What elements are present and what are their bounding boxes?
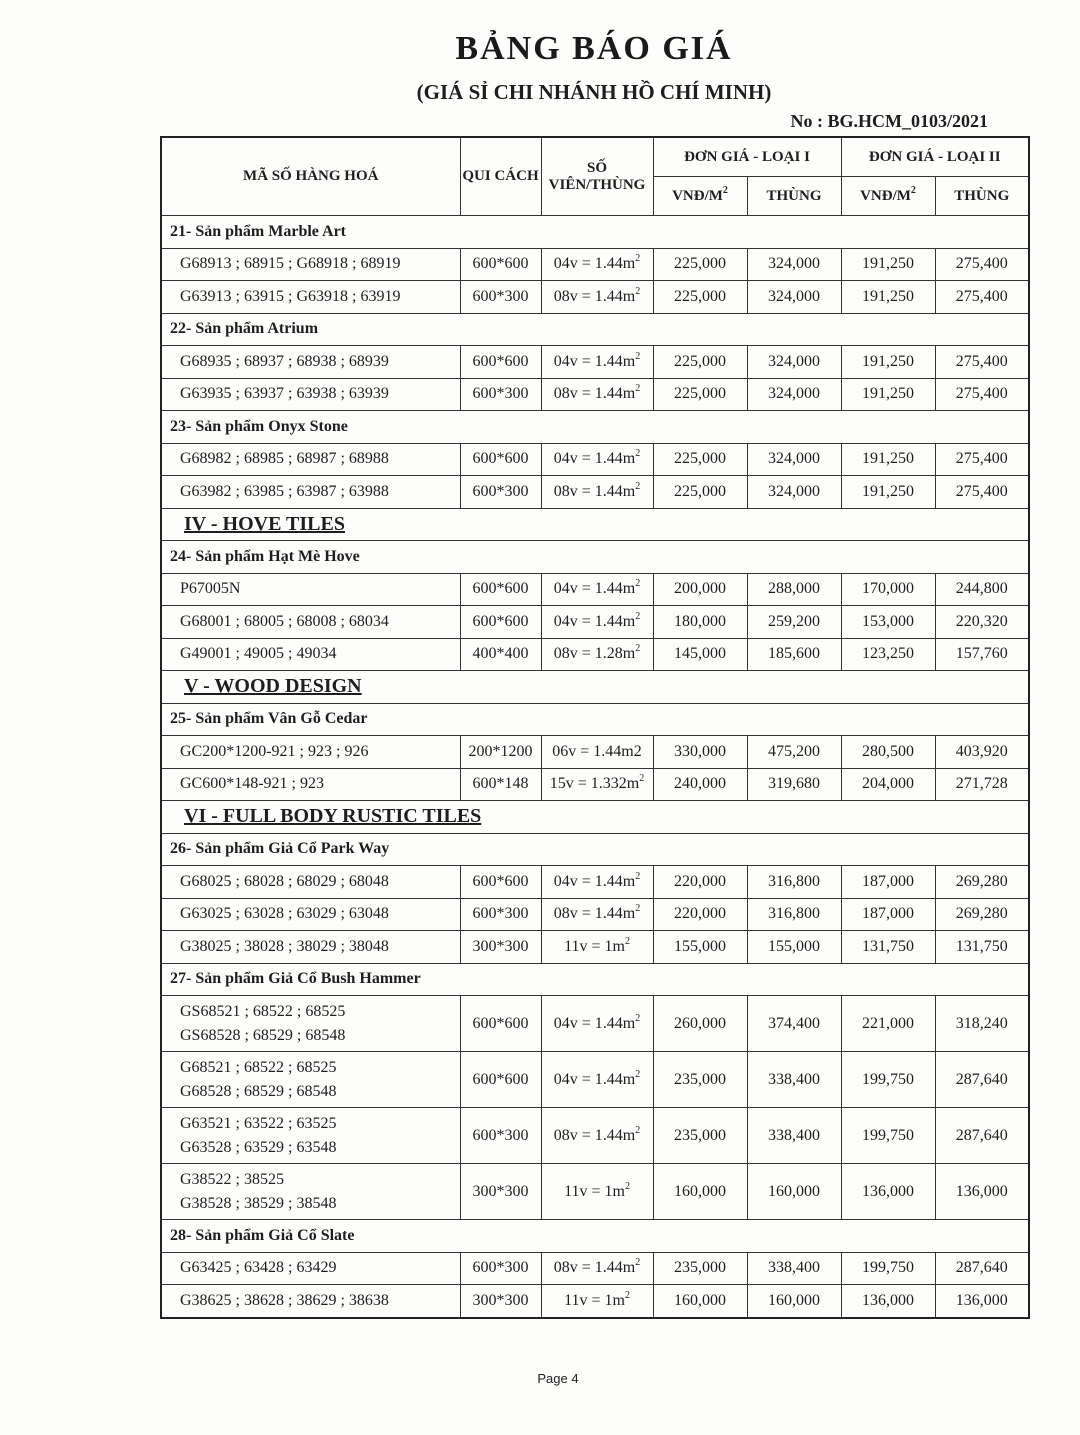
table-row	[161, 573, 1029, 606]
price-m2-1: 240,000	[653, 768, 747, 801]
price-box-2: 157,760	[935, 638, 1029, 671]
product-code: G63913 ; 63915 ; G63918 ; 63919	[161, 281, 460, 314]
product-code: G68982 ; 68985 ; 68987 ; 68988	[161, 443, 460, 476]
table-row	[161, 606, 1029, 639]
price-m2-1: 225,000	[653, 378, 747, 411]
price-m2-2: 136,000	[841, 1164, 935, 1220]
price-m2-1: 225,000	[653, 476, 747, 509]
spec-cell: 300*300	[460, 931, 541, 964]
section-heading: V - WOOD DESIGN	[161, 671, 1029, 704]
price-m2-2: 187,000	[841, 898, 935, 931]
pieces-cell: $11v = 1m^2$	[541, 1285, 653, 1318]
price-m2-1: 145,000	[653, 638, 747, 671]
price-box-1: 324,000	[747, 346, 841, 379]
price-m2-1: 225,000	[653, 281, 747, 314]
price-box-2: 275,400	[935, 346, 1029, 379]
price-m2-1: 225,000	[653, 443, 747, 476]
col-header-spec: QUI CÁCH	[460, 137, 541, 216]
pieces-cell: 06v = 1.44m2	[541, 736, 653, 769]
price-table	[160, 136, 1030, 1319]
table-row	[161, 378, 1029, 411]
price-box-1: 316,800	[747, 866, 841, 899]
category-row	[161, 411, 1029, 444]
spec-cell: 300*300	[460, 1285, 541, 1318]
table-row	[161, 768, 1029, 801]
page-number: Page 4	[537, 1371, 579, 1386]
category-label: 24- Sản phẩm Hạt Mè Hove	[161, 541, 1029, 574]
price-m2-1: 225,000	[653, 346, 747, 379]
product-code: P67005N	[161, 573, 460, 606]
price-m2-2: 191,250	[841, 346, 935, 379]
price-m2-2: 191,250	[841, 378, 935, 411]
pieces-cell: $08v = 1.44m^2$	[541, 1108, 653, 1164]
col-header-group1: ĐƠN GIÁ - LOẠI I	[653, 137, 841, 177]
price-m2-2: 280,500	[841, 736, 935, 769]
pieces-cell: $04v = 1.44m^2$	[541, 248, 653, 281]
price-m2-2: 187,000	[841, 866, 935, 899]
price-box-2: 131,750	[935, 931, 1029, 964]
price-box-2: 403,920	[935, 736, 1029, 769]
table-row	[161, 476, 1029, 509]
price-m2-1: 180,000	[653, 606, 747, 639]
pieces-cell: $04v = 1.44m^2$	[541, 996, 653, 1052]
product-code: G63025 ; 63028 ; 63029 ; 63048	[161, 898, 460, 931]
price-m2-2: 170,000	[841, 573, 935, 606]
col-header-box-2: THÙNG	[935, 177, 1029, 216]
price-box-2: 136,000	[935, 1285, 1029, 1318]
price-m2-2: 221,000	[841, 996, 935, 1052]
table-row	[161, 638, 1029, 671]
price-m2-1: 235,000	[653, 1108, 747, 1164]
product-code: G68913 ; 68915 ; G68918 ; 68919	[161, 248, 460, 281]
price-m2-1: 220,000	[653, 898, 747, 931]
pieces-cell: $04v = 1.44m^2$	[541, 606, 653, 639]
pieces-cell: $08v = 1.44m^2$	[541, 281, 653, 314]
table-row	[161, 1164, 1029, 1220]
price-box-2: 287,640	[935, 1252, 1029, 1285]
product-code: G63521 ; 63522 ; 63525 G63528 ; 63529 ; 63548	[161, 1108, 460, 1164]
price-m2-1: 235,000	[653, 1252, 747, 1285]
price-m2-1: 260,000	[653, 996, 747, 1052]
price-box-1: 338,400	[747, 1052, 841, 1108]
price-box-1: 155,000	[747, 931, 841, 964]
category-row	[161, 216, 1029, 249]
table-row	[161, 346, 1029, 379]
price-box-2: 269,280	[935, 898, 1029, 931]
header-row	[161, 137, 1029, 177]
table-row	[161, 898, 1029, 931]
col-header-group2: ĐƠN GIÁ - LOẠI II	[841, 137, 1029, 177]
pieces-cell: $08v = 1.44m^2$	[541, 476, 653, 509]
product-code: G63982 ; 63985 ; 63987 ; 63988	[161, 476, 460, 509]
spec-cell: 600*600	[460, 443, 541, 476]
price-box-2: 275,400	[935, 378, 1029, 411]
product-code: GC600*148-921 ; 923	[161, 768, 460, 801]
category-row	[161, 703, 1029, 736]
price-box-2: 287,640	[935, 1108, 1029, 1164]
pieces-cell: $15v = 1.332m^2$	[541, 768, 653, 801]
document-subtitle: (GIÁ SỈ CHI NHÁNH HỒ CHÍ MINH)	[416, 80, 772, 104]
price-box-2: 269,280	[935, 866, 1029, 899]
spec-cell: 600*600	[460, 996, 541, 1052]
table-row	[161, 1052, 1029, 1108]
price-box-1: 324,000	[747, 443, 841, 476]
price-box-2: 275,400	[935, 248, 1029, 281]
price-box-1: 316,800	[747, 898, 841, 931]
pieces-cell: $04v = 1.44m^2$	[541, 1052, 653, 1108]
pieces-cell: $04v = 1.44m^2$	[541, 346, 653, 379]
price-box-2: 244,800	[935, 573, 1029, 606]
price-m2-2: 199,750	[841, 1252, 935, 1285]
price-box-1: 319,680	[747, 768, 841, 801]
price-box-2: 275,400	[935, 443, 1029, 476]
section-row	[161, 801, 1029, 834]
col-header-pieces: SỐ VIÊN/THÙNG	[541, 137, 653, 216]
price-m2-2: 131,750	[841, 931, 935, 964]
product-code: GC200*1200-921 ; 923 ; 926	[161, 736, 460, 769]
col-header-m2-2: VNĐ/$M^2$	[841, 177, 935, 216]
price-box-1: 160,000	[747, 1285, 841, 1318]
document-title: BẢNG BÁO GIÁ	[455, 30, 733, 67]
price-m2-2: 199,750	[841, 1108, 935, 1164]
spec-cell: 300*300	[460, 1164, 541, 1220]
product-code: G68025 ; 68028 ; 68029 ; 68048	[161, 866, 460, 899]
price-m2-2: 191,250	[841, 443, 935, 476]
category-label: 26- Sản phẩm Giả Cổ Park Way	[161, 833, 1029, 866]
spec-cell: 600*600	[460, 346, 541, 379]
spec-cell: 600*600	[460, 573, 541, 606]
product-code: G68001 ; 68005 ; 68008 ; 68034	[161, 606, 460, 639]
category-row	[161, 541, 1029, 574]
price-m2-2: 136,000	[841, 1285, 935, 1318]
section-heading: IV - HOVE TILES	[161, 508, 1029, 541]
price-m2-2: 204,000	[841, 768, 935, 801]
price-box-1: 288,000	[747, 573, 841, 606]
document-number: No : BG.HCM_0103/2021	[790, 111, 988, 131]
table-row	[161, 866, 1029, 899]
spec-cell: 400*400	[460, 638, 541, 671]
table-row	[161, 281, 1029, 314]
spec-cell: 600*300	[460, 378, 541, 411]
price-m2-1: 160,000	[653, 1285, 747, 1318]
section-row	[161, 671, 1029, 704]
price-box-1: 324,000	[747, 281, 841, 314]
spec-cell: 200*1200	[460, 736, 541, 769]
spec-cell: 600*300	[460, 1252, 541, 1285]
price-m2-1: 160,000	[653, 1164, 747, 1220]
category-row	[161, 1220, 1029, 1253]
pieces-cell: $11v = 1m^2$	[541, 931, 653, 964]
col-header-code: MÃ SỐ HÀNG HOÁ	[161, 137, 460, 216]
category-label: 27- Sản phẩm Giả Cổ Bush Hammer	[161, 963, 1029, 996]
category-label: 22- Sản phẩm Atrium	[161, 313, 1029, 346]
price-m2-1: 155,000	[653, 931, 747, 964]
price-box-1: 374,400	[747, 996, 841, 1052]
product-code: G63935 ; 63937 ; 63938 ; 63939	[161, 378, 460, 411]
product-code: G38025 ; 38028 ; 38029 ; 38048	[161, 931, 460, 964]
spec-cell: 600*148	[460, 768, 541, 801]
product-code: GS68521 ; 68522 ; 68525 GS68528 ; 68529 ; 68548	[161, 996, 460, 1052]
pieces-cell: $04v = 1.44m^2$	[541, 573, 653, 606]
pieces-cell: $08v = 1.44m^2$	[541, 898, 653, 931]
price-box-1: 185,600	[747, 638, 841, 671]
col-header-box-1: THÙNG	[747, 177, 841, 216]
spec-cell: 600*600	[460, 606, 541, 639]
price-box-2: 287,640	[935, 1052, 1029, 1108]
category-label: 28- Sản phẩm Giả Cổ Slate	[161, 1220, 1029, 1253]
spec-cell: 600*300	[460, 898, 541, 931]
col-header-m2-1: VNĐ/$M^2$	[653, 177, 747, 216]
price-m2-1: 235,000	[653, 1052, 747, 1108]
pieces-cell: $04v = 1.44m^2$	[541, 866, 653, 899]
price-box-1: 324,000	[747, 476, 841, 509]
section-row	[161, 508, 1029, 541]
price-m2-1: 200,000	[653, 573, 747, 606]
category-label: 23- Sản phẩm Onyx Stone	[161, 411, 1029, 444]
price-m2-2: 191,250	[841, 281, 935, 314]
price-m2-1: 225,000	[653, 248, 747, 281]
category-label: 21- Sản phẩm Marble Art	[161, 216, 1029, 249]
price-box-1: 338,400	[747, 1252, 841, 1285]
spec-cell: 600*600	[460, 1052, 541, 1108]
price-m2-2: 191,250	[841, 476, 935, 509]
table-row	[161, 736, 1029, 769]
price-box-2: 318,240	[935, 996, 1029, 1052]
price-box-1: 338,400	[747, 1108, 841, 1164]
price-m2-2: 153,000	[841, 606, 935, 639]
table-row	[161, 996, 1029, 1052]
spec-cell: 600*300	[460, 476, 541, 509]
price-box-1: 475,200	[747, 736, 841, 769]
table-row	[161, 931, 1029, 964]
spec-cell: 600*300	[460, 281, 541, 314]
product-code: G63425 ; 63428 ; 63429	[161, 1252, 460, 1285]
category-row	[161, 313, 1029, 346]
price-box-2: 220,320	[935, 606, 1029, 639]
price-m2-2: 199,750	[841, 1052, 935, 1108]
product-code: G68935 ; 68937 ; 68938 ; 68939	[161, 346, 460, 379]
spec-cell: 600*600	[460, 248, 541, 281]
product-code: G38522 ; 38525 G38528 ; 38529 ; 38548	[161, 1164, 460, 1220]
price-box-2: 136,000	[935, 1164, 1029, 1220]
table-row	[161, 1108, 1029, 1164]
price-m2-2: 123,250	[841, 638, 935, 671]
price-box-1: 324,000	[747, 378, 841, 411]
price-box-2: 271,728	[935, 768, 1029, 801]
product-code: G49001 ; 49005 ; 49034	[161, 638, 460, 671]
category-row	[161, 833, 1029, 866]
table-row	[161, 443, 1029, 476]
price-m2-2: 191,250	[841, 248, 935, 281]
pieces-cell: $08v = 1.28m^2$	[541, 638, 653, 671]
pieces-cell: $08v = 1.44m^2$	[541, 378, 653, 411]
price-box-2: 275,400	[935, 281, 1029, 314]
price-box-1: 259,200	[747, 606, 841, 639]
table-row	[161, 248, 1029, 281]
product-code: G38625 ; 38628 ; 38629 ; 38638	[161, 1285, 460, 1318]
pieces-cell: $04v = 1.44m^2$	[541, 443, 653, 476]
price-m2-1: 330,000	[653, 736, 747, 769]
table-row	[161, 1285, 1029, 1318]
category-row	[161, 963, 1029, 996]
pieces-cell: $08v = 1.44m^2$	[541, 1252, 653, 1285]
price-m2-1: 220,000	[653, 866, 747, 899]
product-code: G68521 ; 68522 ; 68525 G68528 ; 68529 ; 68548	[161, 1052, 460, 1108]
spec-cell: 600*600	[460, 866, 541, 899]
price-box-1: 160,000	[747, 1164, 841, 1220]
category-label: 25- Sản phẩm Vân Gỗ Cedar	[161, 703, 1029, 736]
pieces-cell: $11v = 1m^2$	[541, 1164, 653, 1220]
section-heading: VI - FULL BODY RUSTIC TILES	[161, 801, 1029, 834]
price-box-2: 275,400	[935, 476, 1029, 509]
price-box-1: 324,000	[747, 248, 841, 281]
table-row	[161, 1252, 1029, 1285]
spec-cell: 600*300	[460, 1108, 541, 1164]
